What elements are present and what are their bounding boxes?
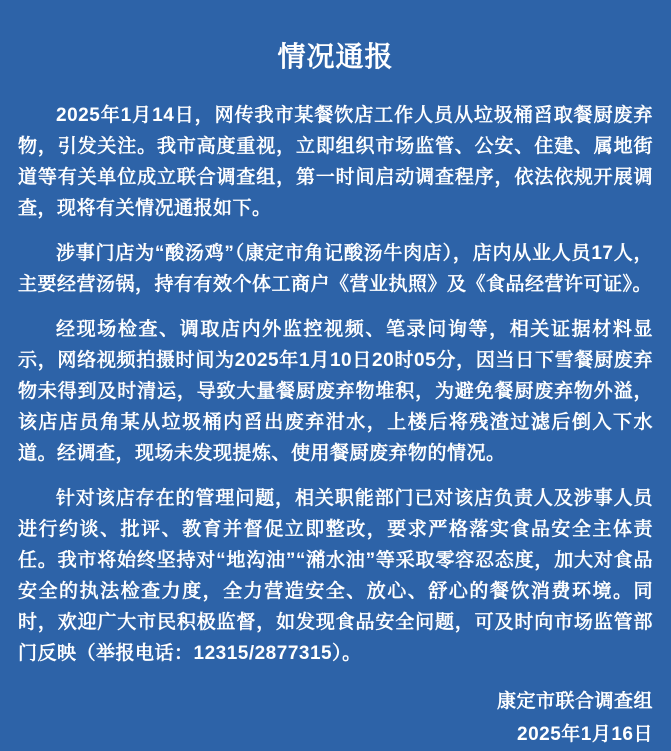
notice-paragraph-intro: 2025年1月14日，网传我市某餐饮店工作人员从垃圾桶舀取餐厨废弃物，引发关注。我市高度重视，立即组织市场监管、公安、住建、属地街道等有关单位成立联合调查组，第一时间启动调查程序，依法依规开展调查，现将有关情况通报如下。 xyxy=(18,105,653,219)
notice-paragraph-store-info: 涉事门店为“酸汤鸡”（康定市角记酸汤牛肉店），店内从业人员17人，主要经营汤锅，持有有效个体工商户《营业执照》及《食品经营许可证》。 xyxy=(18,243,653,295)
notice-body xyxy=(18,86,653,669)
signature-block xyxy=(18,685,653,751)
notice-paragraph-measures: 针对该店存在的管理问题，相关职能部门已对该店负责人及涉事人员进行约谈、批评、教育并督促立即整改，要求严格落实食品安全主体责任。我市将始终坚持对“地沟油”“潲水油”等采取零容忍态度，加大对食品安全的执法检查力度，全力营造安全、放心、舒心的餐饮消费环境。同时，欢迎广大市民积极监督，如发现食品安全问题，可及时向市场监管部门反映（举报电话：12315/2877315）。 xyxy=(18,488,653,664)
notice-paragraph-investigation-findings: 经现场检查、调取店内外监控视频、笔录问询等，相关证据材料显示，网络视频拍摄时间为2025年1月10日20时05分，因当日下雪餐厨废弃物未得到及时清运，导致大量餐厨废弃物堆积，为避免餐厨废弃物外溢，该店店员角某从垃圾桶内舀出废弃泔水，上楼后将残渣过滤后倒入下水道。经调查，现场未发现提炼、使用餐厨废弃物的情况。 xyxy=(18,319,653,464)
signature-org: 康定市联合调查组 xyxy=(496,691,653,712)
notice-title: 情况通报 xyxy=(277,41,394,72)
signature-date: 2025年1月16日 xyxy=(517,724,653,745)
